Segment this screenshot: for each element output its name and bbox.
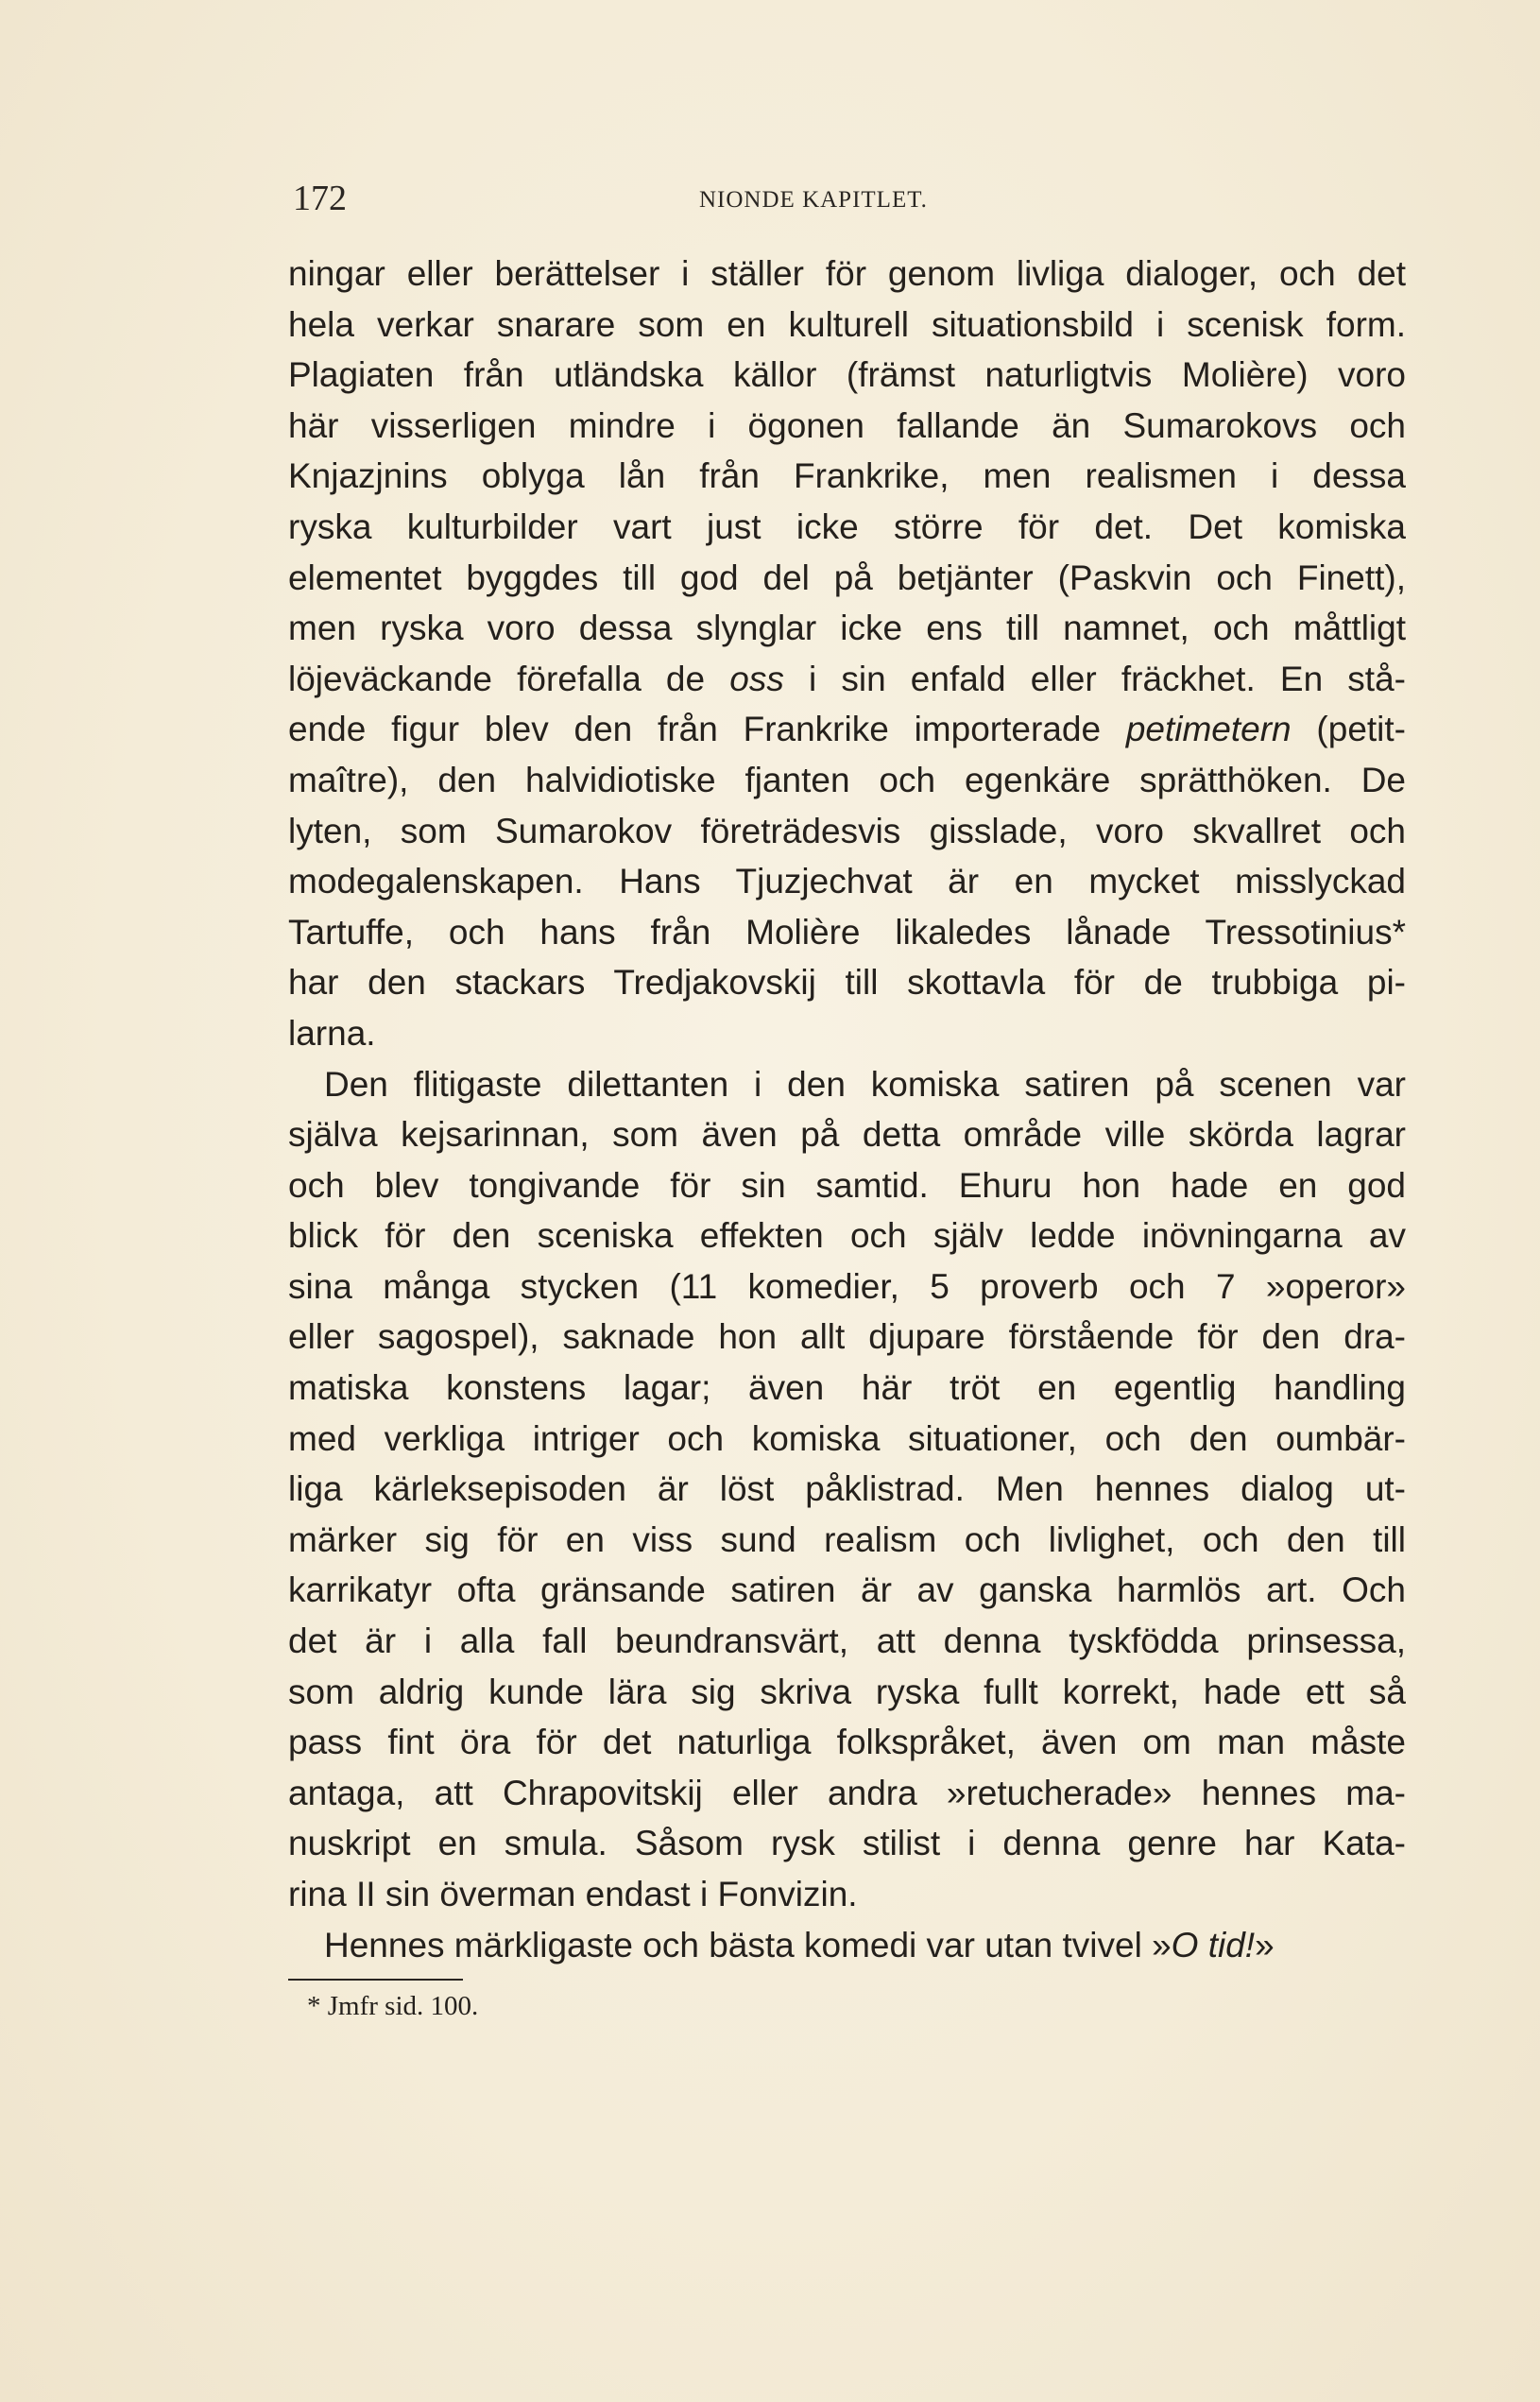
text-segment: löjeväckande förefalla de xyxy=(288,659,730,698)
text-line xyxy=(288,1515,1406,1566)
text-line xyxy=(288,1565,1406,1616)
text-line xyxy=(288,755,1406,806)
text-segment: Knjazjnins oblyga lån från Frankrike, men realismen i dessa xyxy=(288,456,1406,496)
text-segment: i sin enfald eller fräckhet. En stå- xyxy=(783,659,1406,698)
text-segment: med verkliga intriger och komiska situationer, och den oumbär- xyxy=(288,1418,1406,1458)
text-segment: antaga, att Chrapovitskij eller andra »retucherade» hennes ma- xyxy=(288,1773,1406,1812)
text-segment: och blev tongivande för sin samtid. Ehuru hon hade en god xyxy=(288,1165,1406,1205)
text-line xyxy=(288,1109,1406,1160)
text-line xyxy=(288,957,1406,1008)
text-line xyxy=(288,1059,1406,1110)
text-line xyxy=(288,401,1406,452)
text-segment: som aldrig kunde lära sig skriva ryska fullt korrekt, hade ett så xyxy=(288,1672,1406,1711)
text-line xyxy=(288,603,1406,654)
text-line xyxy=(288,350,1406,401)
text-line xyxy=(288,1160,1406,1211)
text-line xyxy=(288,1363,1406,1414)
text-segment: Tartuffe, och hans från Molière likaledes lånade Tressotinius* xyxy=(288,912,1406,952)
footnote: * Jmfr sid. 100. xyxy=(307,1991,479,2021)
text-line xyxy=(288,704,1406,755)
text-segment: här visserligen mindre i ögonen fallande än Sumarokovs och xyxy=(288,405,1406,445)
text-line xyxy=(288,249,1406,300)
text-segment: det är i alla fall beundransvärt, att denna tyskfödda prinsessa, xyxy=(288,1621,1406,1661)
text-segment: karrikatyr ofta gränsande satiren är av ganska harmlös art. Och xyxy=(288,1570,1406,1610)
text-segment: Den flitigaste dilettanten i den komiska satiren på scenen var xyxy=(324,1064,1406,1104)
text-line xyxy=(288,1667,1406,1718)
text-segment: modegalenskapen. Hans Tjuzjechvat är en mycket misslyckad xyxy=(288,862,1406,901)
text-segment: men ryska voro dessa slynglar icke ens till namnet, och måttligt xyxy=(288,609,1406,648)
text-segment: maître), den halvidiotiske fjanten och egenkäre sprätthöken. De xyxy=(288,760,1406,799)
text-segment: Hennes märkligaste och bästa komedi var utan tvivel » xyxy=(324,1925,1172,1964)
text-line xyxy=(288,907,1406,958)
text-segment: rina II sin överman endast i Fonvizin. xyxy=(288,1875,858,1913)
text-line xyxy=(288,1261,1406,1313)
text-line xyxy=(288,1312,1406,1363)
text-line xyxy=(288,553,1406,604)
text-line xyxy=(288,1869,1406,1920)
text-segment: larna. xyxy=(288,1013,376,1053)
text-segment: själva kejsarinnan, som även på detta område ville skörda lagrar xyxy=(288,1115,1406,1155)
text-segment: har den stackars Tredjakovskij till skottavla för de trubbiga pi- xyxy=(288,963,1406,1003)
text-line xyxy=(288,1008,1406,1059)
text-line xyxy=(288,451,1406,502)
body-text xyxy=(288,249,1406,1970)
text-segment: elementet byggdes till god del på betjänter (Paskvin och Finett), xyxy=(288,558,1406,597)
page-number: 172 xyxy=(293,179,347,218)
text-line xyxy=(288,1768,1406,1819)
text-segment: liga kärleksepisoden är löst påklistrad. Men hennes dialog ut- xyxy=(288,1469,1406,1509)
text-segment: hela verkar snarare som en kulturell situationsbild i scenisk form. xyxy=(288,304,1406,344)
text-line xyxy=(288,1920,1406,1971)
text-line xyxy=(288,300,1406,351)
text-line xyxy=(288,1210,1406,1261)
text-segment: lyten, som Sumarokov företrädesvis gisslade, voro skvallret och xyxy=(288,811,1406,850)
text-segment: pass fint öra för det naturliga folkspråket, även om man måste xyxy=(288,1723,1406,1762)
text-line xyxy=(288,806,1406,857)
text-segment: märker sig för en viss sund realism och livlighet, och den till xyxy=(288,1519,1406,1559)
text-segment: ryska kulturbilder vart just icke större för det. Det komiska xyxy=(288,506,1406,546)
text-segment: Plagiaten från utländska källor (främst naturligtvis Molière) voro xyxy=(288,355,1406,395)
text-segment: sina många stycken (11 komedier, 5 proverb och 7 »operor» xyxy=(288,1266,1406,1306)
running-head: NIONDE KAPITLET. xyxy=(699,187,928,213)
text-segment: matiska konstens lagar; även här tröt en egentlig handling xyxy=(288,1368,1406,1408)
text-line xyxy=(288,1414,1406,1465)
text-line xyxy=(288,1717,1406,1768)
text-line xyxy=(288,856,1406,907)
text-segment: (petit- xyxy=(1291,710,1406,749)
text-line xyxy=(288,1818,1406,1869)
text-line xyxy=(288,1616,1406,1667)
italic-text: petimetern xyxy=(1125,710,1292,749)
text-segment: eller sagospel), saknade hon allt djupare förstående för den dra- xyxy=(288,1317,1406,1357)
text-line xyxy=(288,502,1406,553)
page-header xyxy=(293,175,1238,222)
text-line xyxy=(288,1464,1406,1515)
text-line xyxy=(288,654,1406,705)
text-segment: blick för den sceniska effekten och själv ledde inövningarna av xyxy=(288,1216,1406,1256)
italic-text: oss xyxy=(729,659,784,698)
italic-text: O tid! xyxy=(1171,1925,1256,1964)
text-segment: ende figur blev den från Frankrike importerade xyxy=(288,710,1126,749)
text-segment: » xyxy=(1255,1925,1275,1964)
text-segment: ningar eller berättelser i ställer för genom livliga dialoger, och det xyxy=(288,254,1406,293)
text-segment: nuskript en smula. Såsom rysk stilist i denna genre har Kata- xyxy=(288,1824,1406,1863)
footnote-divider xyxy=(288,1979,463,1981)
